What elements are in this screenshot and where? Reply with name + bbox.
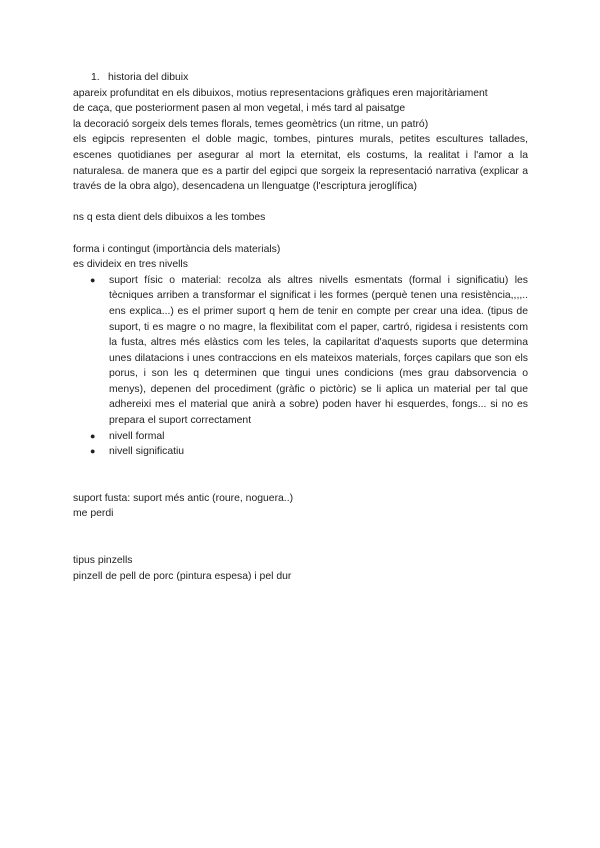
list-item-text: nivell significatiu [109, 446, 185, 458]
paragraph-3: els egipcis representen el doble magic, tombes, pintures murals, petites escultures tallades, escenes quotidianes per asegurar al mort la eternitat, els costums, la realitat i l'amor a la naturalesa. de manera que es a partir del egipci que sorgeix la representació narrativa (explicar a través de la obra algo), desencadena un llenguatge (l'escriptura jeroglífica) [73, 134, 528, 193]
bullet-icon: ● [90, 446, 96, 457]
paragraph-2: la decoració sorgeix dels temes florals, temes geomètrics (un ritme, un patró) [73, 118, 429, 130]
list-number: 1. [91, 72, 100, 83]
bullet-list [73, 273, 528, 460]
heading-text: historia del dibuix [108, 72, 189, 83]
paragraph-7: suport fusta: suport més antic (roure, noguera..) [73, 492, 294, 504]
bullet-icon: ● [90, 430, 96, 441]
numbered-heading [91, 70, 528, 86]
list-item-text: suport físic o material: recolza als altres nivells esmentats (formal i significatiu) les tècniques arriben a transformar el significat i les formes (perquè tenen una resistència,,,,.. ens explica...) es el primer suport q hem de tenir en compte per crear una idea. (tipus de suport, ti es magre o no magre, la flexibilitat com el paper, cartró, rigidesa i resistents com la fusta, altres més elàstics com les teles, la capilaritat d'aquests suports que determina unes dilatacions i unes contraccions en els mateixos materials, forçes capilars que son els porus, i son les q determinen que tingui unes condicions (mes grau dabsorvencia o menys), depenen del procediment (gràfic o pictòric) se li aplica un material per tal que adhereixi mes el material que anirà a sobre) poden haver hi esquerdes, fongs... si no es prepara el suport correctament [109, 274, 528, 427]
paragraph-10: pinzell de pell de porc (pintura espesa) i pel dur [73, 570, 292, 582]
list-item-text: nivell formal [109, 430, 165, 442]
list-item [73, 273, 528, 429]
list-item [73, 429, 528, 445]
paragraph-9: tipus pinzells [73, 555, 133, 567]
paragraph-1-line-2: de caça, que posteriorment pasen al mon vegetal, i més tard al paisatge [73, 103, 406, 115]
paragraph-1-line-1: apareix profunditat en els dibuixos, motius representacions gràfiques eren majoritàriament [73, 87, 488, 99]
paragraph-5: forma i contingut (importància dels materials) [73, 243, 281, 255]
paragraph-4: ns q esta dient dels dibuixos a les tombes [73, 212, 266, 224]
paragraph-8: me perdi [73, 508, 114, 520]
document-page [73, 70, 528, 584]
paragraph-6: es divideix en tres nivells [73, 259, 188, 271]
bullet-icon: ● [90, 274, 96, 285]
list-item [73, 444, 528, 460]
